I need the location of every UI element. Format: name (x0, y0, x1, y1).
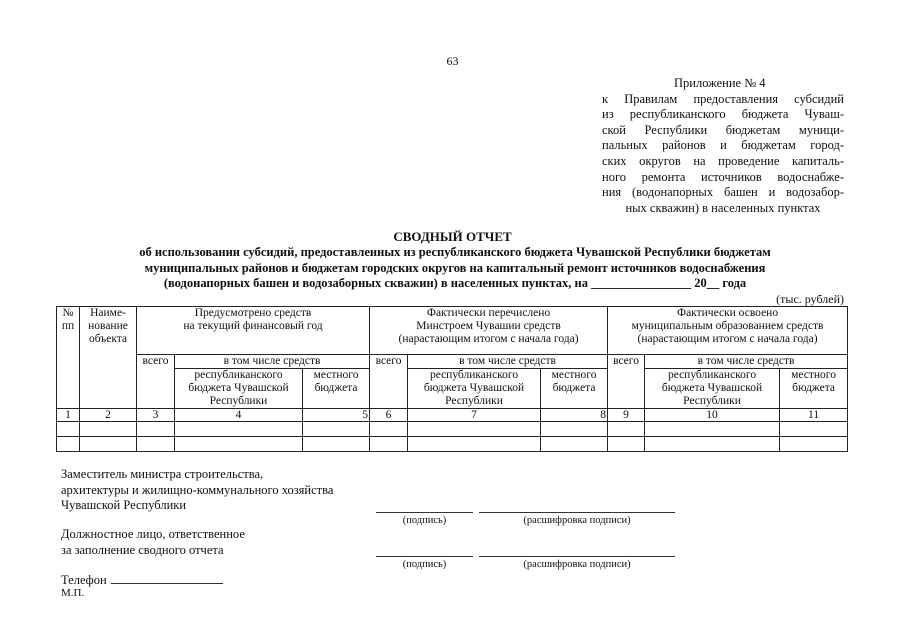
column-number-row (57, 409, 848, 422)
table-cell[interactable] (541, 422, 608, 437)
table-cell[interactable] (608, 422, 645, 437)
phone-label: Телефон (61, 573, 107, 587)
group-header-planned: Предусмотрено средств на текущий финансовый год (137, 307, 370, 355)
republican-budget-header: республиканского бюджета Чувашской Республики (408, 369, 541, 409)
report-title: СВОДНЫЙ ОТЧЕТ (393, 229, 512, 244)
column-number: 6 (370, 409, 408, 422)
report-table (56, 306, 848, 452)
subtitle-line: муниципальных районов и бюджетам городских округов на капитальный ремонт источников водоснабжения (144, 260, 766, 275)
group-header-transferred: Фактически перечислено Минстроем Чувашии средств (нарастающим итогом с начала года) (370, 307, 608, 355)
appendix-line: из республиканского бюджета Чуваш- (602, 107, 844, 122)
table-cell[interactable] (57, 437, 80, 452)
appendix-line: ного ремонта источников водоснабже- (602, 169, 844, 184)
including-header: в том числе средств (408, 355, 608, 369)
table-cell[interactable] (370, 422, 408, 437)
appendix-line: ных скважин) в населенных пунктах (625, 200, 821, 215)
decoding-caption: (расшифровка подписи) (523, 559, 631, 570)
republican-budget-header: республиканского бюджета Чувашской Республики (645, 369, 780, 409)
table-cell[interactable] (175, 437, 303, 452)
appendix-line: пальных районов и бюджетам город- (602, 138, 844, 153)
subtitle-line: (водонапорных башен и водозаборных скважин) в населенных пунктах, на ________________ 20__ года (163, 276, 747, 290)
column-number: 8 (541, 409, 608, 422)
local-budget-header: местного бюджета (541, 369, 608, 409)
table-cell[interactable] (80, 437, 137, 452)
including-header: в том числе средств (175, 355, 370, 369)
column-number: 1 (57, 409, 80, 422)
group-header-utilized: Фактически освоено муниципальным образованием средств (нарастающим итогом с начала года) (608, 307, 848, 355)
total-header: всего (608, 355, 645, 409)
total-header: всего (137, 355, 175, 409)
signature-line[interactable] (376, 512, 473, 513)
page-number: 63 (446, 54, 459, 68)
appendix-line: к Правилам предоставления субсидий (602, 91, 844, 106)
appendix-block (602, 76, 844, 216)
table-cell[interactable] (645, 437, 780, 452)
signature-line[interactable] (376, 556, 473, 557)
table-cell[interactable] (408, 422, 541, 437)
table-cell[interactable] (57, 422, 80, 437)
phone-row (61, 572, 223, 589)
table-cell[interactable] (645, 422, 780, 437)
decoding-caption: (расшифровка подписи) (523, 515, 631, 526)
local-budget-header: местного бюджета (780, 369, 848, 409)
including-header: в том числе средств (645, 355, 848, 369)
deputy-minister-title: Заместитель министра строительства, архитектуры и жилищно-коммунального хозяйства Чувашской Республики (61, 467, 334, 512)
table-cell[interactable] (303, 437, 370, 452)
appendix-line: ния (водонапорных башен и водозабор- (602, 185, 844, 200)
table-cell[interactable] (303, 422, 370, 437)
column-number: 11 (780, 409, 848, 422)
decoding-line[interactable] (479, 556, 675, 557)
total-header: всего (370, 355, 408, 409)
column-number: 2 (80, 409, 137, 422)
table-row (57, 422, 848, 437)
appendix-line: ских округов на проведение капиталь- (602, 153, 844, 168)
table-cell[interactable] (780, 422, 848, 437)
signature-caption: (подпись) (402, 559, 447, 570)
col-object-header: Наиме- нование объекта (80, 307, 137, 409)
table-cell[interactable] (408, 437, 541, 452)
report-subtitle (60, 245, 850, 292)
signature-caption: (подпись) (402, 515, 447, 526)
column-number: 4 (175, 409, 303, 422)
table-cell[interactable] (608, 437, 645, 452)
stamp-label: М.П. (61, 587, 85, 599)
table-cell[interactable] (541, 437, 608, 452)
table-cell[interactable] (137, 422, 175, 437)
column-number: 5 (303, 409, 370, 422)
appendix-title: Приложение № 4 (674, 76, 766, 90)
table-row (57, 437, 848, 452)
table-cell[interactable] (780, 437, 848, 452)
column-number: 10 (645, 409, 780, 422)
appendix-line: ской Республики бюджетам муници- (602, 122, 844, 137)
subtitle-line: об использовании субсидий, предоставленных из республиканского бюджета Чувашской Республики бюджетам (139, 245, 771, 259)
responsible-person-title: Должностное лицо, ответственное за заполнение сводного отчета (61, 527, 245, 557)
units-note: (тыс. рублей) (776, 292, 844, 306)
phone-line[interactable] (111, 572, 223, 584)
column-number: 9 (608, 409, 645, 422)
local-budget-header: местного бюджета (303, 369, 370, 409)
table-cell[interactable] (175, 422, 303, 437)
column-number: 7 (408, 409, 541, 422)
table-cell[interactable] (80, 422, 137, 437)
column-number: 3 (137, 409, 175, 422)
table-cell[interactable] (137, 437, 175, 452)
republican-budget-header: республиканского бюджета Чувашской Республики (175, 369, 303, 409)
table-cell[interactable] (370, 437, 408, 452)
decoding-line[interactable] (479, 512, 675, 513)
col-number-header: № пп (57, 307, 80, 409)
